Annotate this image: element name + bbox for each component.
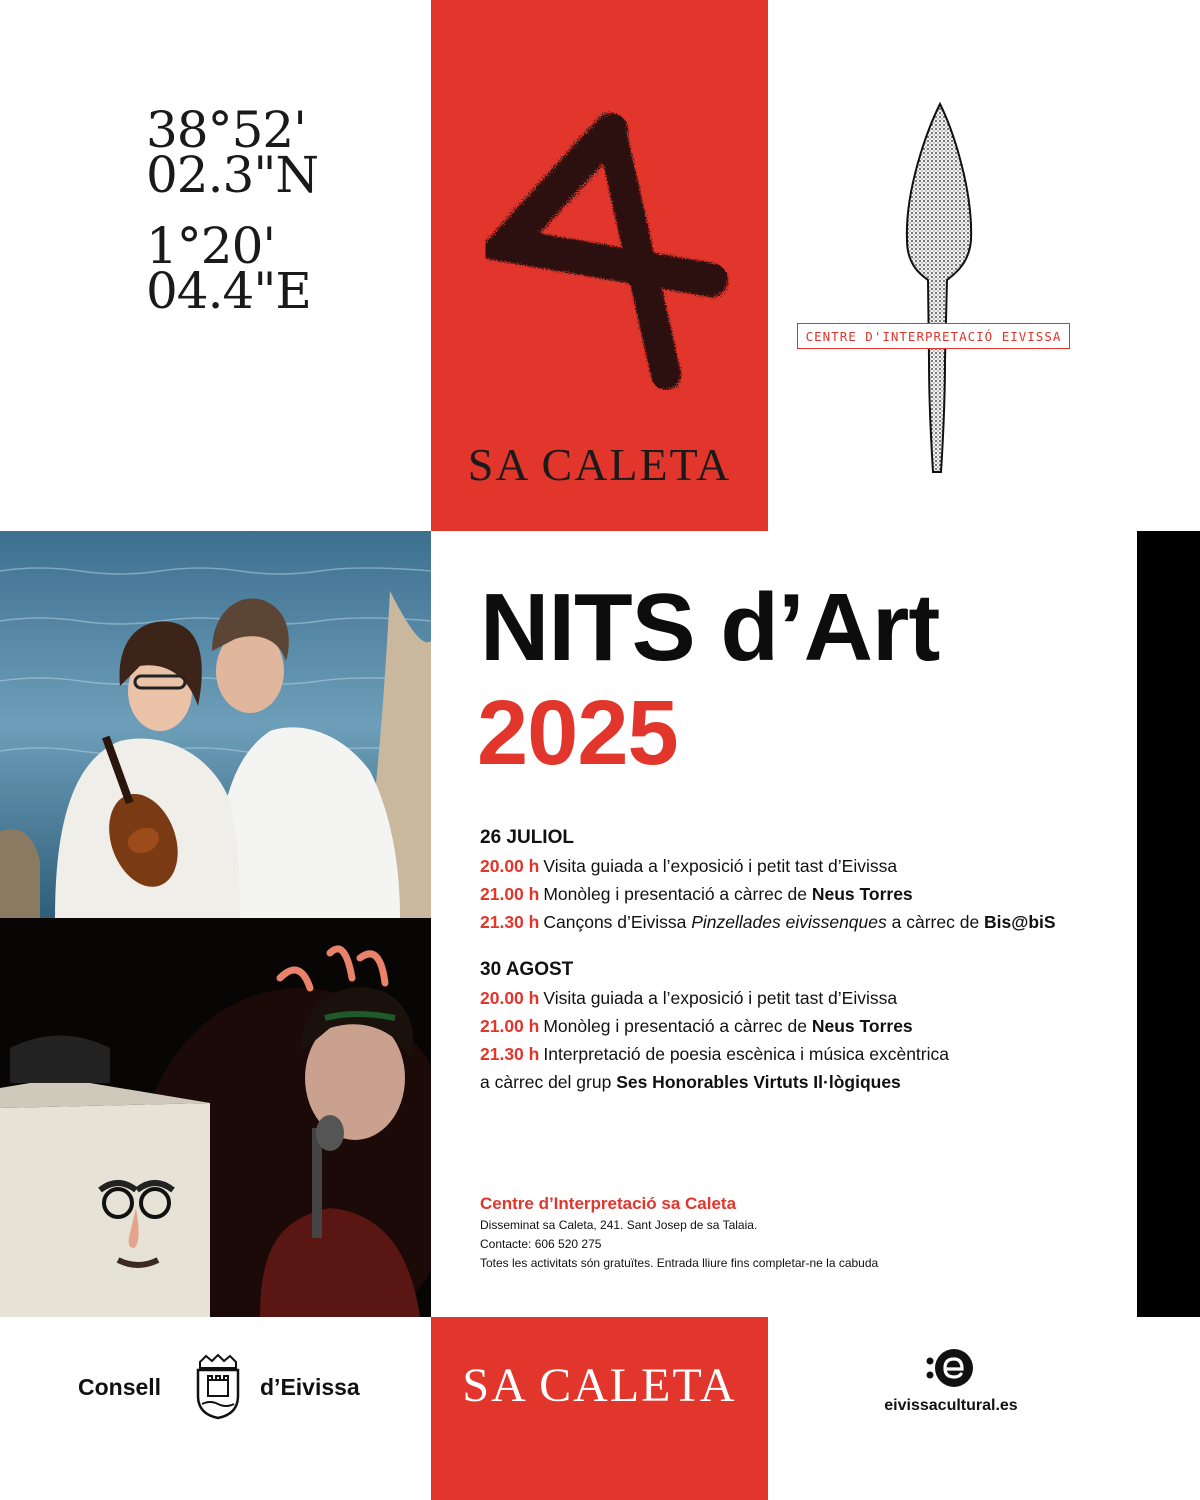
venue-contact: Contacte: 606 520 275	[480, 1237, 602, 1251]
performer-photo	[0, 918, 431, 1317]
black-side-bar	[1137, 531, 1200, 1317]
spearhead-artifact-icon	[895, 100, 985, 478]
venue-info	[480, 1192, 878, 1273]
venue-address: Disseminat sa Caleta, 241. Sant Josep de sa Talaia.	[480, 1218, 758, 1232]
day-date: 30 AGOST	[480, 959, 574, 980]
website-link[interactable]: eivissacultural.es	[884, 1397, 1018, 1414]
day-date: 26 JULIOL	[480, 827, 574, 848]
list-item: 20.00 h Visita guiada a l’exposició i petit tast d’Eivissa	[480, 856, 898, 876]
place-name-bottom: SA CALETA	[462, 1359, 737, 1412]
latitude-degrees: 38°52'	[146, 101, 306, 159]
list-item: 21.00 h Monòleg i presentació a càrrec de Neus Torres	[480, 884, 913, 904]
longitude-seconds: 04.4"E	[146, 262, 311, 320]
event-title: NITS d’Art	[480, 574, 940, 681]
centre-label: CENTRE D'INTERPRETACIÓ EIVISSA	[797, 323, 1070, 349]
venue-note: Totes les activitats són gratuïtes. Entrada lliure fins completar-ne la cabuda	[480, 1256, 879, 1270]
eivissacultural-icon	[924, 1345, 976, 1391]
longitude-degrees: 1°20'	[146, 217, 276, 275]
consell-label: Consell	[78, 1374, 162, 1400]
coat-of-arms-icon	[192, 1352, 244, 1420]
list-item-continuation: a càrrec del grup Ses Honorables Virtuts Il·lògiques	[480, 1072, 901, 1092]
list-item: 20.00 h Visita guiada a l’exposició i petit tast d’Eivissa	[480, 988, 898, 1008]
event-year: 2025	[477, 682, 678, 784]
gps-coordinates	[146, 101, 319, 320]
list-item: 21.30 h Interpretació de poesia escènica i música excèntrica	[480, 1044, 949, 1064]
place-name-top: SA CALETA	[467, 439, 732, 490]
venue-name: Centre d’Interpretació sa Caleta	[480, 1194, 737, 1213]
brush-four-logo-icon	[461, 100, 741, 390]
eivissa-label: d’Eivissa	[260, 1374, 360, 1400]
list-item: 21.00 h Monòleg i presentació a càrrec de Neus Torres	[480, 1016, 913, 1036]
latitude-seconds: 02.3"N	[146, 146, 319, 204]
list-item: 21.30 h Cançons d’Eivissa Pinzellades eivissenques a càrrec de Bis@biS	[480, 912, 1056, 932]
program-schedule	[480, 824, 1120, 1096]
musicians-photo	[0, 531, 431, 918]
eivissacultural-logo[interactable]	[866, 1345, 1036, 1425]
consell-logo	[78, 1352, 378, 1422]
